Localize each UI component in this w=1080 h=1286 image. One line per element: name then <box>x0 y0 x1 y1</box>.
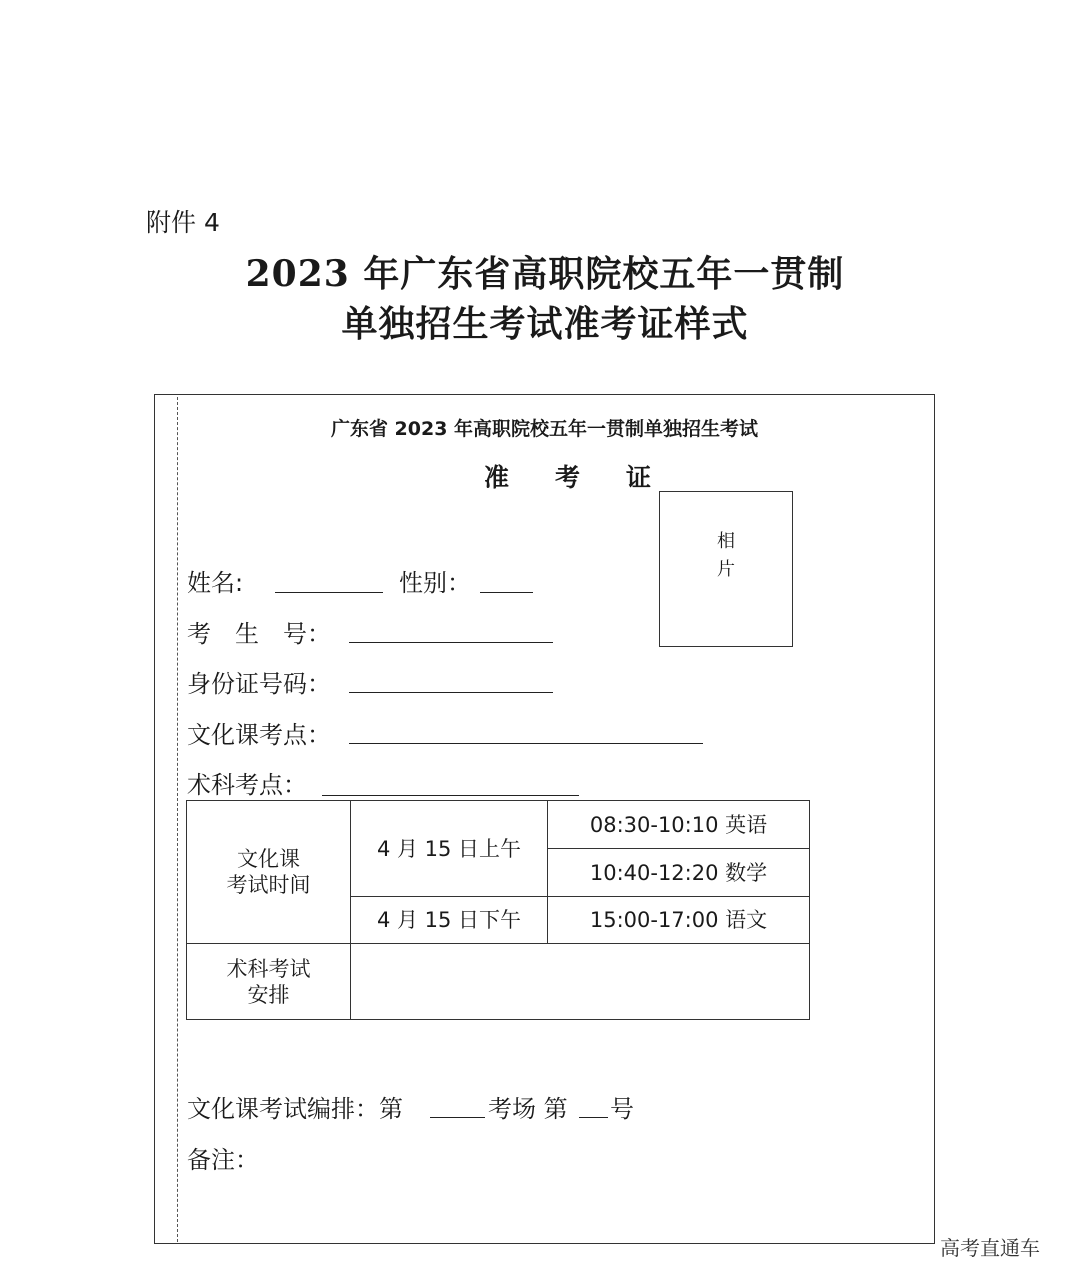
attachment-label: 附件 4 <box>146 208 220 237</box>
skill-site-label: 术科考点： <box>187 771 307 799</box>
slot-math: 10:40-12:20 数学 <box>548 849 810 897</box>
culture-site-label: 文化课考点： <box>187 721 331 749</box>
photo-label-1: 相 <box>717 531 735 552</box>
name-blank <box>275 592 383 593</box>
culture-label-1: 文化课 <box>237 847 300 871</box>
skill-arrangement-value <box>351 944 810 1020</box>
card-header: 广东省 2023 年高职院校五年一贯制单独招生考试 <box>330 418 759 440</box>
culture-time-label-cell <box>187 801 351 944</box>
room-blank <box>430 1117 485 1118</box>
id-no-label: 身份证号码： <box>187 670 331 698</box>
exam-schedule-table <box>186 800 810 1020</box>
morning-date-cell: 4 月 15 日上午 <box>351 801 548 897</box>
culture-site-blank <box>349 743 703 744</box>
skill-label-2: 安排 <box>247 982 290 1007</box>
slot-english: 08:30-10:10 英语 <box>548 801 810 849</box>
page-title-line-1: 2023 年广东省高职院校五年一贯制 <box>245 253 845 295</box>
photo-box <box>659 491 793 647</box>
gender-blank <box>480 592 533 593</box>
candidate-no-blank <box>349 642 553 643</box>
id-no-blank <box>349 692 553 693</box>
name-label: 姓名: <box>187 569 244 597</box>
arrangement-label: 文化课考试编排：第 <box>187 1095 403 1123</box>
candidate-no-label: 考 生 号： <box>187 620 331 648</box>
watermark: 高考直通车 <box>940 1236 1040 1260</box>
slot-chinese: 15:00-17:00 语文 <box>548 897 810 944</box>
arrangement-room: 考场 第 <box>488 1095 568 1123</box>
afternoon-date-cell: 4 月 15 日下午 <box>351 897 548 944</box>
tear-off-dashed-line <box>177 397 178 1242</box>
skill-arrangement-label-cell <box>187 944 351 1020</box>
skill-label-1: 术科考试 <box>226 956 311 981</box>
photo-label-2: 片 <box>717 559 735 580</box>
skill-site-blank <box>322 795 579 796</box>
seat-blank <box>579 1117 608 1118</box>
culture-label-2: 考试时间 <box>226 873 311 897</box>
arrangement-seat: 号 <box>610 1095 634 1123</box>
page-title-line-2: 单独招生考试准考证样式 <box>341 303 749 345</box>
remark-label: 备注： <box>187 1146 259 1174</box>
card-doc-name: 准考证 <box>483 463 697 492</box>
gender-label: 性别： <box>399 569 471 597</box>
